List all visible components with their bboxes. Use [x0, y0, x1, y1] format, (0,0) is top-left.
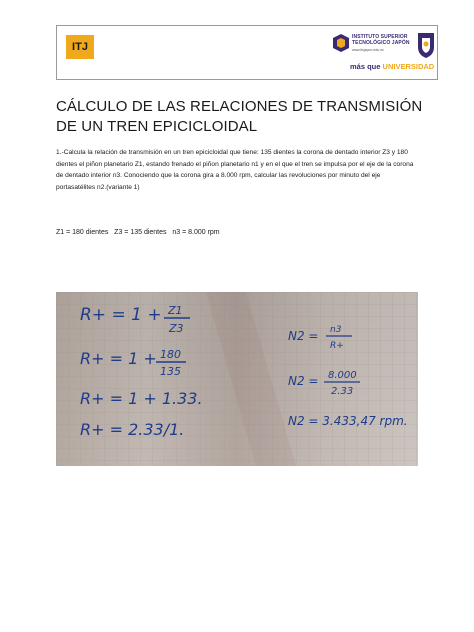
institution-emblem-icon: [332, 33, 350, 53]
university-shield-icon: [416, 31, 436, 59]
svg-text:N2 =: N2 =: [288, 374, 319, 388]
given-values: Z1 = 180 dientes Z3 = 135 dientes n3 = 8.000 rpm: [56, 229, 220, 236]
svg-text:R+ = 1 +: R+ = 1 +: [80, 349, 157, 368]
svg-text:2.33: 2.33: [331, 386, 354, 397]
document-header: [56, 25, 438, 80]
svg-text:R+ = 1 +: R+ = 1 +: [80, 305, 162, 325]
svg-text:Z3: Z3: [169, 322, 184, 335]
svg-text:180: 180: [160, 348, 181, 361]
handwritten-line-3: R+ = 1 + 1.33.: [80, 389, 203, 408]
problem-statement: 1.-Calcula la relación de transmisión en un tren epicicloidal que tiene: 135 dientes la corona de dentado interior Z3 y 180 dientes el piñon planetario Z1, estando frenado el piñon planetario n1 y en el que el tren se impulsa por el eje de la corona de dentado interior n3. Conociendo que la corona gira a 8.000 rpm, calcular las revoluciones por minuto del eje portasatélites n2.(variante 1): [56, 149, 414, 191]
slogan: más que UNIVERSIDAD: [350, 62, 435, 71]
itj-logo: ITJ: [66, 35, 94, 59]
svg-text:135: 135: [160, 365, 181, 378]
institution-website: www.itsjapon.edu.ec: [352, 48, 384, 52]
page-title: CÁLCULO DE LAS RELACIONES DE TRANSMISIÓN DE UN TREN EPICICLOIDAL: [56, 98, 423, 135]
svg-text:8.000: 8.000: [328, 370, 357, 381]
institution-logo: [332, 31, 436, 77]
handwritten-line-4: R+ = 2.33/1.: [80, 420, 185, 439]
svg-text:N2 =: N2 =: [288, 329, 319, 343]
svg-text:n3: n3: [330, 325, 342, 335]
svg-text:Z1: Z1: [168, 304, 183, 317]
handwritten-solution-photo: [56, 292, 418, 466]
handwritten-right-3: N2 = 3.433,47 rpm.: [288, 414, 408, 428]
institution-name: INSTITUTO SUPERIOR TECNOLÓGICO JAPÓN: [352, 34, 410, 46]
svg-text:R+: R+: [330, 341, 344, 351]
